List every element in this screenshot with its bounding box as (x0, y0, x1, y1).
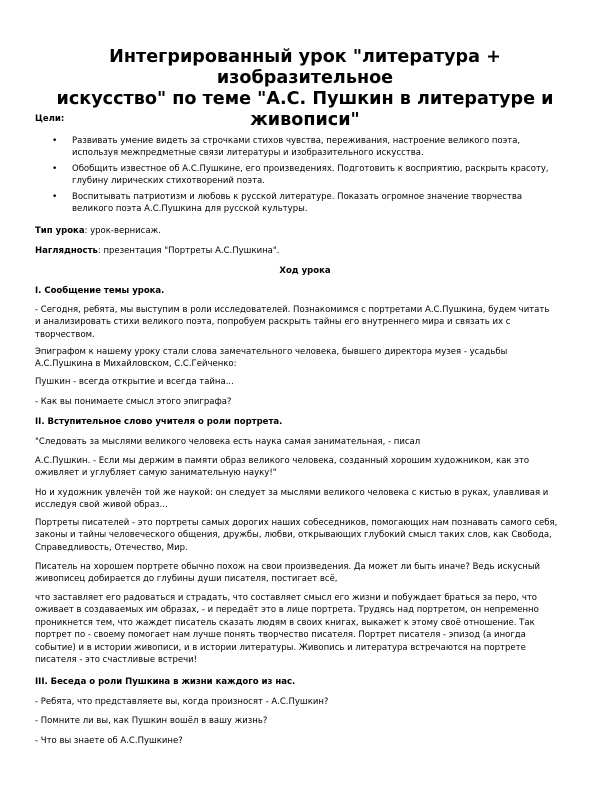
section1-heading: I. Сообщение темы урока. (35, 286, 165, 296)
lesson-type (35, 225, 575, 237)
goals-label: Цели: (35, 114, 65, 124)
goal-item: Обобщить известное об А.С.Пушкине, его произведениях. Подготовить к восприятию, раскрыть красоту, глубину лирических стихотворений поэта. (72, 164, 549, 187)
bullet-icon: • (52, 192, 58, 202)
bullet-icon: • (52, 164, 58, 174)
bullet-icon: • (52, 136, 58, 146)
section2-heading: II. Вступительное слово учителя о роли портрета. (35, 417, 283, 427)
lesson-type-value: : урок-вернисаж. (84, 226, 161, 236)
course-heading: Ход урока (279, 266, 331, 276)
goal-item: Развивать умение видеть за строчками стихов чувства, переживания, настроение великого поэта, используя межпредметные связи литературы и изобразительного искусства. (72, 136, 521, 159)
visuals (35, 245, 575, 257)
epigraph-quote: Пушкин - всегда открытие и всегда тайна... (35, 377, 234, 387)
section3-heading: III. Беседа о роли Пушкина в жизни каждого из нас. (35, 677, 296, 687)
visuals-label: Наглядность (35, 246, 98, 256)
title-line: искусство" по теме "А.С. Пушкин в литературе и (56, 89, 554, 109)
section3-question: - Помните ли вы, как Пушкин вошёл в вашу жизнь? (35, 716, 268, 726)
title-line: Интегрированный урок "литература + изобразительное (109, 47, 501, 88)
visuals-value: : презентация "Портреты А.С.Пушкина". (97, 246, 280, 256)
section3-question: - Ребята, что представляете вы, когда произносят - А.С.Пушкин? (35, 697, 329, 707)
section1-epigraph-intro: Эпиграфом к нашему уроку стали слова замечательного человека, бывшего директора музея - усадьбы А.С.Пушкина в Михайловском, С.С.Гейченко: (35, 347, 508, 370)
section2-paragraph: Писатель на хорошем портрете обычно похож на свои произведения. Да может ли быть иначе? Ведь искусный живописец добирается до глубины души писателя, постигает всё, (35, 562, 541, 585)
lesson-type-label: Тип урока (35, 226, 85, 236)
section1-paragraph: - Сегодня, ребята, мы выступим в роли исследователей. Познакомимся с портретами А.С.Пушкина, будем читать и анализировать стихи великого поэта, попробуем раскрыть тайны его внутреннего мира и связать их с творчеством. (35, 305, 550, 340)
section3-question: - Что вы знаете об А.С.Пушкине? (35, 736, 183, 746)
section2-paragraph: что заставляет его радоваться и страдать, что составляет смысл его жизни и побуждает браться за перо, что оживает в создаваемых им образах, - и передаёт это в лице портрета. Трудясь над портретом, он непременно проникнется тем, что жаждет писатель сказать людям в своих книгах, выкажет к этому своё отношение. Так портрет по - своему помогает нам лучше понять творчество писателя. Портрет писателя - эпизод (а иногда событие) и в истории живописи, и в истории литературы. Живопись и литература встречаются на портрете писателя - это счастливые встречи! (35, 593, 539, 666)
epigraph-question: - Как вы понимаете смысл этого эпиграфа? (35, 397, 232, 407)
section2-paragraph: Портреты писателей - это портреты самых дорогих наших собеседников, помогающих нам познавать самого себя, законы и тайны человеческого общения, дружбы, любви, открывающих глубокий смысл таких слов, как Свобода, Справедливость, Отечество, Мир. (35, 518, 558, 553)
section2-paragraph: А.С.Пушкин. - Если мы держим в памяти образ великого человека, созданный хорошим художником, как это оживляет и углубляет самую занимательную науку!" (35, 456, 530, 479)
section2-paragraph: Но и художник увлечён той же наукой: он следует за мыслями великого человека с кистью в руках, улавливая и исследуя свой живой образ... (35, 488, 549, 511)
goal-item: Воспитывать патриотизм и любовь к русской литературе. Показать огромное значение творчества великого поэта А.С.Пушкина для русской культуры. (72, 192, 523, 215)
title-line: живописи" (250, 110, 360, 130)
section2-paragraph: "Следовать за мыслями великого человека есть наука самая занимательная, - писал (35, 437, 421, 447)
